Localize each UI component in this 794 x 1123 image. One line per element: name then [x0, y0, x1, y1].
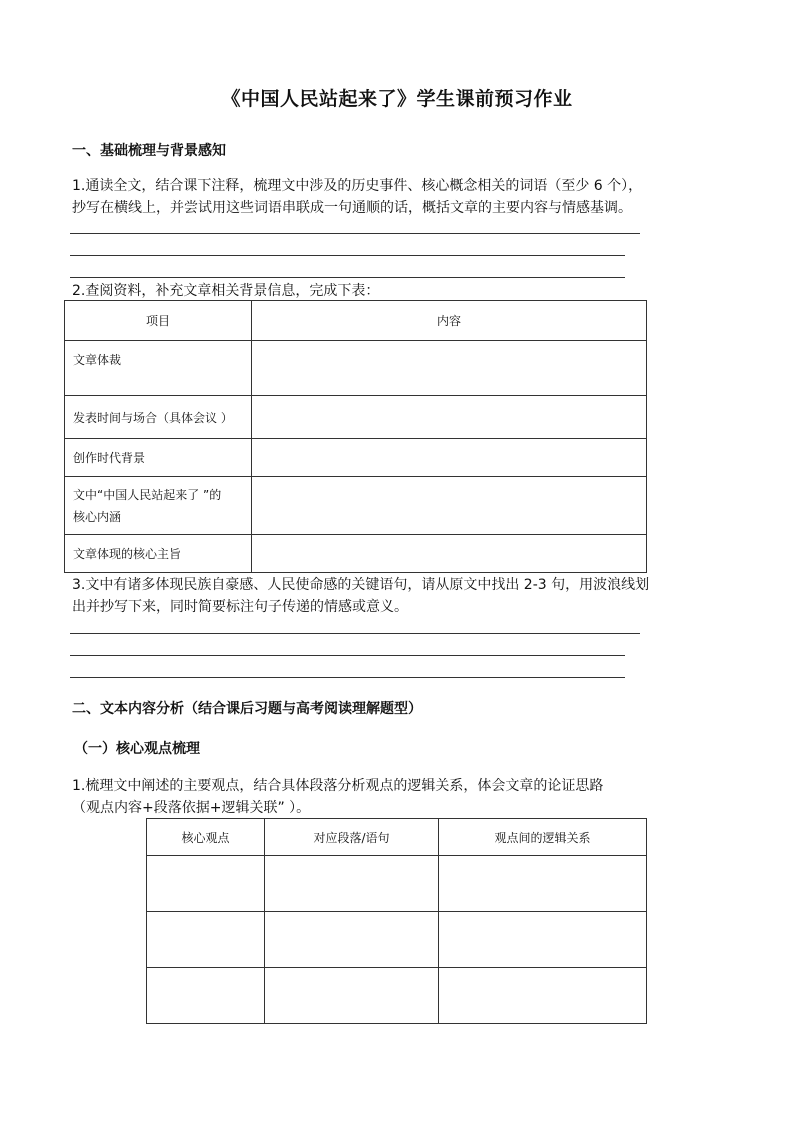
answer-line[interactable]	[70, 233, 640, 234]
answer-cell[interactable]	[265, 968, 439, 1024]
row-label: 创作时代背景	[65, 439, 252, 477]
section2-question-1-line1: 1.梳理文中阐述的主要观点，结合具体段落分析观点的逻辑关系，体会文章的论证思路	[72, 778, 604, 794]
background-info-table	[64, 300, 647, 573]
table-row	[147, 856, 647, 912]
answer-line[interactable]	[70, 633, 640, 634]
viewpoint-table	[146, 818, 647, 1024]
answer-cell[interactable]	[252, 396, 647, 439]
question-1-line2: 抄写在横线上，并尝试用这些词语串联成一句通顺的话，概括文章的主要内容与情感基调。	[72, 200, 632, 216]
table-header-cell: 观点间的逻辑关系	[439, 819, 647, 856]
question-1-line1: 1.通读全文，结合课下注释，梳理文中涉及的历史事件、核心概念相关的词语（至少 6 个），	[72, 178, 643, 194]
table-row	[65, 477, 647, 535]
answer-cell[interactable]	[252, 477, 647, 535]
row-label-line2: 核心内涵	[73, 509, 122, 524]
row-label: 文章体裁	[65, 341, 252, 396]
row-label: 文章体现的核心主旨	[65, 535, 252, 573]
section2-heading: 二、文本内容分析（结合课后习题与高考阅读理解题型）	[72, 701, 422, 717]
table-header-cell: 对应段落/语句	[265, 819, 439, 856]
section2-question-1-text	[72, 775, 603, 819]
question-1-text	[72, 175, 642, 219]
table-header-row	[65, 301, 647, 341]
answer-cell[interactable]	[265, 856, 439, 912]
answer-cell[interactable]	[439, 968, 647, 1024]
question-2-text: 2.查阅资料，补充文章相关背景信息，完成下表：	[72, 283, 380, 299]
table-row	[147, 968, 647, 1024]
subsection-heading: （一）核心观点梳理	[74, 741, 200, 757]
table-row	[65, 341, 647, 396]
table-header-row	[147, 819, 647, 856]
row-label-line1: 文中“中国人民站起来了 ”的	[73, 487, 222, 502]
question-3-text	[72, 574, 649, 618]
answer-cell[interactable]	[439, 912, 647, 968]
answer-line[interactable]	[70, 277, 625, 278]
question-3-line2: 出并抄写下来，同时简要标注句子传递的情感或意义。	[72, 599, 408, 615]
answer-cell[interactable]	[147, 912, 265, 968]
answer-cell[interactable]	[147, 856, 265, 912]
answer-cell[interactable]	[252, 535, 647, 573]
table-header-cell: 核心观点	[147, 819, 265, 856]
answer-line[interactable]	[70, 255, 625, 256]
answer-cell[interactable]	[265, 912, 439, 968]
page-title: 《中国人民站起来了》学生课前预习作业	[221, 88, 573, 110]
answer-cell[interactable]	[147, 968, 265, 1024]
table-row	[65, 439, 647, 477]
answer-line[interactable]	[70, 677, 625, 678]
answer-cell[interactable]	[252, 341, 647, 396]
table-header-cell: 项目	[65, 301, 252, 341]
row-label: 发表时间与场合（具体会议 ）	[65, 396, 252, 439]
row-label	[65, 477, 252, 535]
table-header-cell: 内容	[252, 301, 647, 341]
answer-line[interactable]	[70, 655, 625, 656]
question-3-line1: 3.文中有诸多体现民族自豪感、人民使命感的关键语句，请从原文中找出 2-3 句，用波浪线划	[72, 577, 650, 593]
section1-heading: 一、基础梳理与背景感知	[72, 143, 226, 159]
section2-question-1-line2: （观点内容+段落依据+逻辑关联” ）。	[72, 800, 311, 816]
table-row	[65, 396, 647, 439]
answer-cell[interactable]	[252, 439, 647, 477]
table-row	[147, 912, 647, 968]
answer-cell[interactable]	[439, 856, 647, 912]
table-row	[65, 535, 647, 573]
